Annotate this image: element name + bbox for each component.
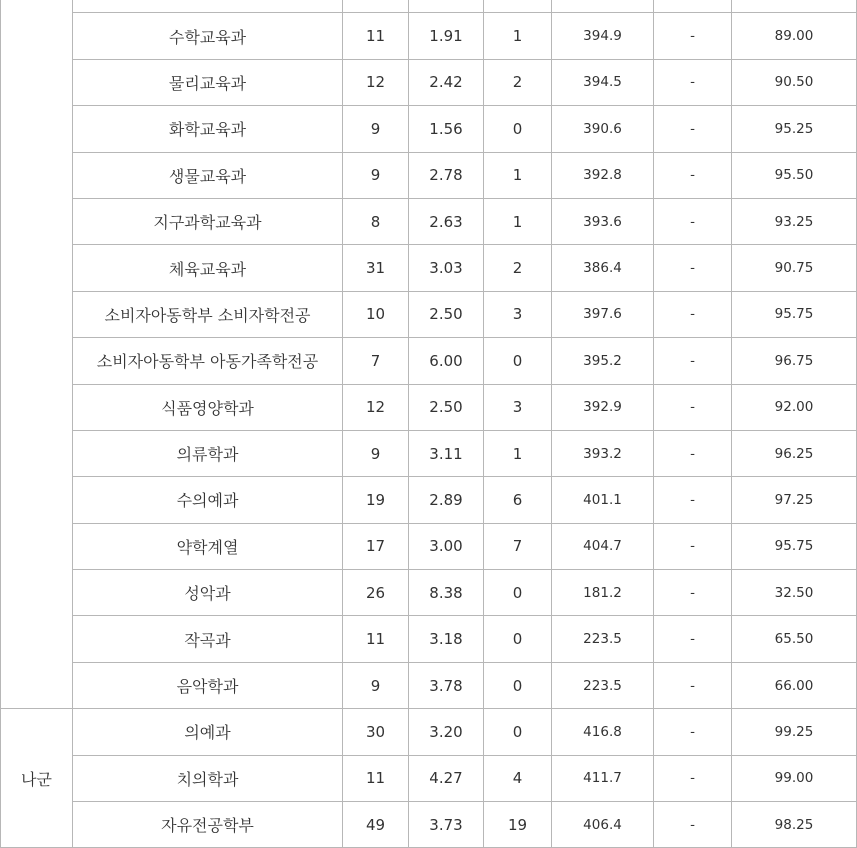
- dash-cell: -: [654, 245, 732, 291]
- dash-cell: -: [654, 152, 732, 198]
- ratio-cell: 3.11: [409, 430, 484, 476]
- dash-cell: -: [654, 59, 732, 105]
- waitlist-cell: 0: [484, 616, 552, 662]
- score-cell: 181.2: [552, 570, 654, 616]
- waitlist-cell: 1: [484, 430, 552, 476]
- dept-cell: 화학교육과: [73, 106, 343, 152]
- waitlist-cell: 0: [484, 106, 552, 152]
- score-cell: 406.4: [552, 802, 654, 848]
- dept-cell: 소비자아동학부 아동가족학전공: [73, 338, 343, 384]
- percentile-cell: [732, 0, 857, 13]
- table-row: [1, 802, 857, 848]
- ratio-cell: 2.63: [409, 198, 484, 244]
- dept-cell: 의류학과: [73, 430, 343, 476]
- quota-cell: 12: [343, 384, 409, 430]
- waitlist-cell: 2: [484, 59, 552, 105]
- percentile-cell: 89.00: [732, 13, 857, 59]
- percentile-cell: 98.25: [732, 802, 857, 848]
- group-label-cell: 나군: [1, 709, 73, 848]
- percentile-cell: 99.00: [732, 755, 857, 801]
- table-row: [1, 0, 857, 13]
- waitlist-cell: 3: [484, 291, 552, 337]
- quota-cell: 8: [343, 198, 409, 244]
- score-cell: 392.8: [552, 152, 654, 198]
- score-cell: 223.5: [552, 616, 654, 662]
- dash-cell: -: [654, 570, 732, 616]
- dash-cell: -: [654, 709, 732, 755]
- quota-cell: [343, 0, 409, 13]
- score-cell: 394.9: [552, 13, 654, 59]
- dash-cell: [654, 0, 732, 13]
- dept-cell: 성악과: [73, 570, 343, 616]
- dash-cell: -: [654, 523, 732, 569]
- score-cell: 393.2: [552, 430, 654, 476]
- table-row: [1, 245, 857, 291]
- dept-cell: 체육교육과: [73, 245, 343, 291]
- dash-cell: -: [654, 616, 732, 662]
- quota-cell: 11: [343, 13, 409, 59]
- dept-cell: 의예과: [73, 709, 343, 755]
- percentile-cell: 90.50: [732, 59, 857, 105]
- dash-cell: -: [654, 384, 732, 430]
- percentile-cell: 92.00: [732, 384, 857, 430]
- table-row: [1, 477, 857, 523]
- score-cell: 411.7: [552, 755, 654, 801]
- dept-cell: 수의예과: [73, 477, 343, 523]
- quota-cell: 9: [343, 662, 409, 708]
- percentile-cell: 32.50: [732, 570, 857, 616]
- dash-cell: -: [654, 106, 732, 152]
- score-cell: 401.1: [552, 477, 654, 523]
- ratio-cell: 2.89: [409, 477, 484, 523]
- quota-cell: 11: [343, 616, 409, 662]
- percentile-cell: 95.50: [732, 152, 857, 198]
- group-label-cell: [1, 0, 73, 709]
- quota-cell: 7: [343, 338, 409, 384]
- dept-cell: 자유전공학부: [73, 802, 343, 848]
- dept-cell: 지구과학교육과: [73, 198, 343, 244]
- dash-cell: -: [654, 477, 732, 523]
- percentile-cell: 90.75: [732, 245, 857, 291]
- percentile-cell: 66.00: [732, 662, 857, 708]
- ratio-cell: 3.73: [409, 802, 484, 848]
- table-row: [1, 616, 857, 662]
- score-cell: [552, 0, 654, 13]
- table-row: [1, 384, 857, 430]
- score-cell: 393.6: [552, 198, 654, 244]
- table-row: [1, 570, 857, 616]
- waitlist-cell: 0: [484, 570, 552, 616]
- ratio-cell: 2.50: [409, 384, 484, 430]
- dash-cell: -: [654, 338, 732, 384]
- dept-cell: 물리교육과: [73, 59, 343, 105]
- percentile-cell: 96.75: [732, 338, 857, 384]
- ratio-cell: 2.78: [409, 152, 484, 198]
- score-cell: 392.9: [552, 384, 654, 430]
- score-cell: 223.5: [552, 662, 654, 708]
- table-row: [1, 106, 857, 152]
- table-body: [1, 0, 857, 848]
- dash-cell: -: [654, 430, 732, 476]
- score-cell: 395.2: [552, 338, 654, 384]
- ratio-cell: [409, 0, 484, 13]
- ratio-cell: 4.27: [409, 755, 484, 801]
- table-row: [1, 291, 857, 337]
- dept-cell: 음악학과: [73, 662, 343, 708]
- ratio-cell: 3.78: [409, 662, 484, 708]
- percentile-cell: 95.25: [732, 106, 857, 152]
- ratio-cell: 6.00: [409, 338, 484, 384]
- percentile-cell: 95.75: [732, 523, 857, 569]
- percentile-cell: 97.25: [732, 477, 857, 523]
- score-cell: 397.6: [552, 291, 654, 337]
- ratio-cell: 3.18: [409, 616, 484, 662]
- table-row: [1, 13, 857, 59]
- quota-cell: 49: [343, 802, 409, 848]
- score-cell: 416.8: [552, 709, 654, 755]
- dash-cell: -: [654, 291, 732, 337]
- score-cell: 394.5: [552, 59, 654, 105]
- dept-cell: 약학계열: [73, 523, 343, 569]
- waitlist-cell: 7: [484, 523, 552, 569]
- dash-cell: -: [654, 198, 732, 244]
- table-row: [1, 338, 857, 384]
- quota-cell: 9: [343, 430, 409, 476]
- table-row: [1, 59, 857, 105]
- table-row: [1, 152, 857, 198]
- dept-cell: 생물교육과: [73, 152, 343, 198]
- table-row: [1, 662, 857, 708]
- percentile-cell: 65.50: [732, 616, 857, 662]
- percentile-cell: 99.25: [732, 709, 857, 755]
- table-row: [1, 430, 857, 476]
- ratio-cell: 3.03: [409, 245, 484, 291]
- dash-cell: -: [654, 802, 732, 848]
- quota-cell: 17: [343, 523, 409, 569]
- dept-cell: 수학교육과: [73, 13, 343, 59]
- score-cell: 404.7: [552, 523, 654, 569]
- waitlist-cell: 1: [484, 13, 552, 59]
- ratio-cell: 3.20: [409, 709, 484, 755]
- percentile-cell: 95.75: [732, 291, 857, 337]
- waitlist-cell: [484, 0, 552, 13]
- waitlist-cell: 0: [484, 662, 552, 708]
- dept-cell: [73, 0, 343, 13]
- quota-cell: 10: [343, 291, 409, 337]
- quota-cell: 30: [343, 709, 409, 755]
- ratio-cell: 2.42: [409, 59, 484, 105]
- waitlist-cell: 19: [484, 802, 552, 848]
- quota-cell: 11: [343, 755, 409, 801]
- dept-cell: 식품영양학과: [73, 384, 343, 430]
- score-cell: 386.4: [552, 245, 654, 291]
- percentile-cell: 96.25: [732, 430, 857, 476]
- quota-cell: 31: [343, 245, 409, 291]
- waitlist-cell: 6: [484, 477, 552, 523]
- table-row: [1, 523, 857, 569]
- waitlist-cell: 0: [484, 338, 552, 384]
- waitlist-cell: 0: [484, 709, 552, 755]
- dept-cell: 치의학과: [73, 755, 343, 801]
- score-cell: 390.6: [552, 106, 654, 152]
- ratio-cell: 8.38: [409, 570, 484, 616]
- table-row: [1, 198, 857, 244]
- dept-cell: 소비자아동학부 소비자학전공: [73, 291, 343, 337]
- waitlist-cell: 1: [484, 152, 552, 198]
- table-row: [1, 709, 857, 755]
- waitlist-cell: 4: [484, 755, 552, 801]
- waitlist-cell: 3: [484, 384, 552, 430]
- ratio-cell: 1.91: [409, 13, 484, 59]
- quota-cell: 12: [343, 59, 409, 105]
- quota-cell: 26: [343, 570, 409, 616]
- percentile-cell: 93.25: [732, 198, 857, 244]
- table-row: [1, 755, 857, 801]
- ratio-cell: 1.56: [409, 106, 484, 152]
- quota-cell: 9: [343, 152, 409, 198]
- dash-cell: -: [654, 662, 732, 708]
- quota-cell: 9: [343, 106, 409, 152]
- ratio-cell: 2.50: [409, 291, 484, 337]
- dash-cell: -: [654, 13, 732, 59]
- dept-cell: 작곡과: [73, 616, 343, 662]
- waitlist-cell: 1: [484, 198, 552, 244]
- waitlist-cell: 2: [484, 245, 552, 291]
- quota-cell: 19: [343, 477, 409, 523]
- dash-cell: -: [654, 755, 732, 801]
- ratio-cell: 3.00: [409, 523, 484, 569]
